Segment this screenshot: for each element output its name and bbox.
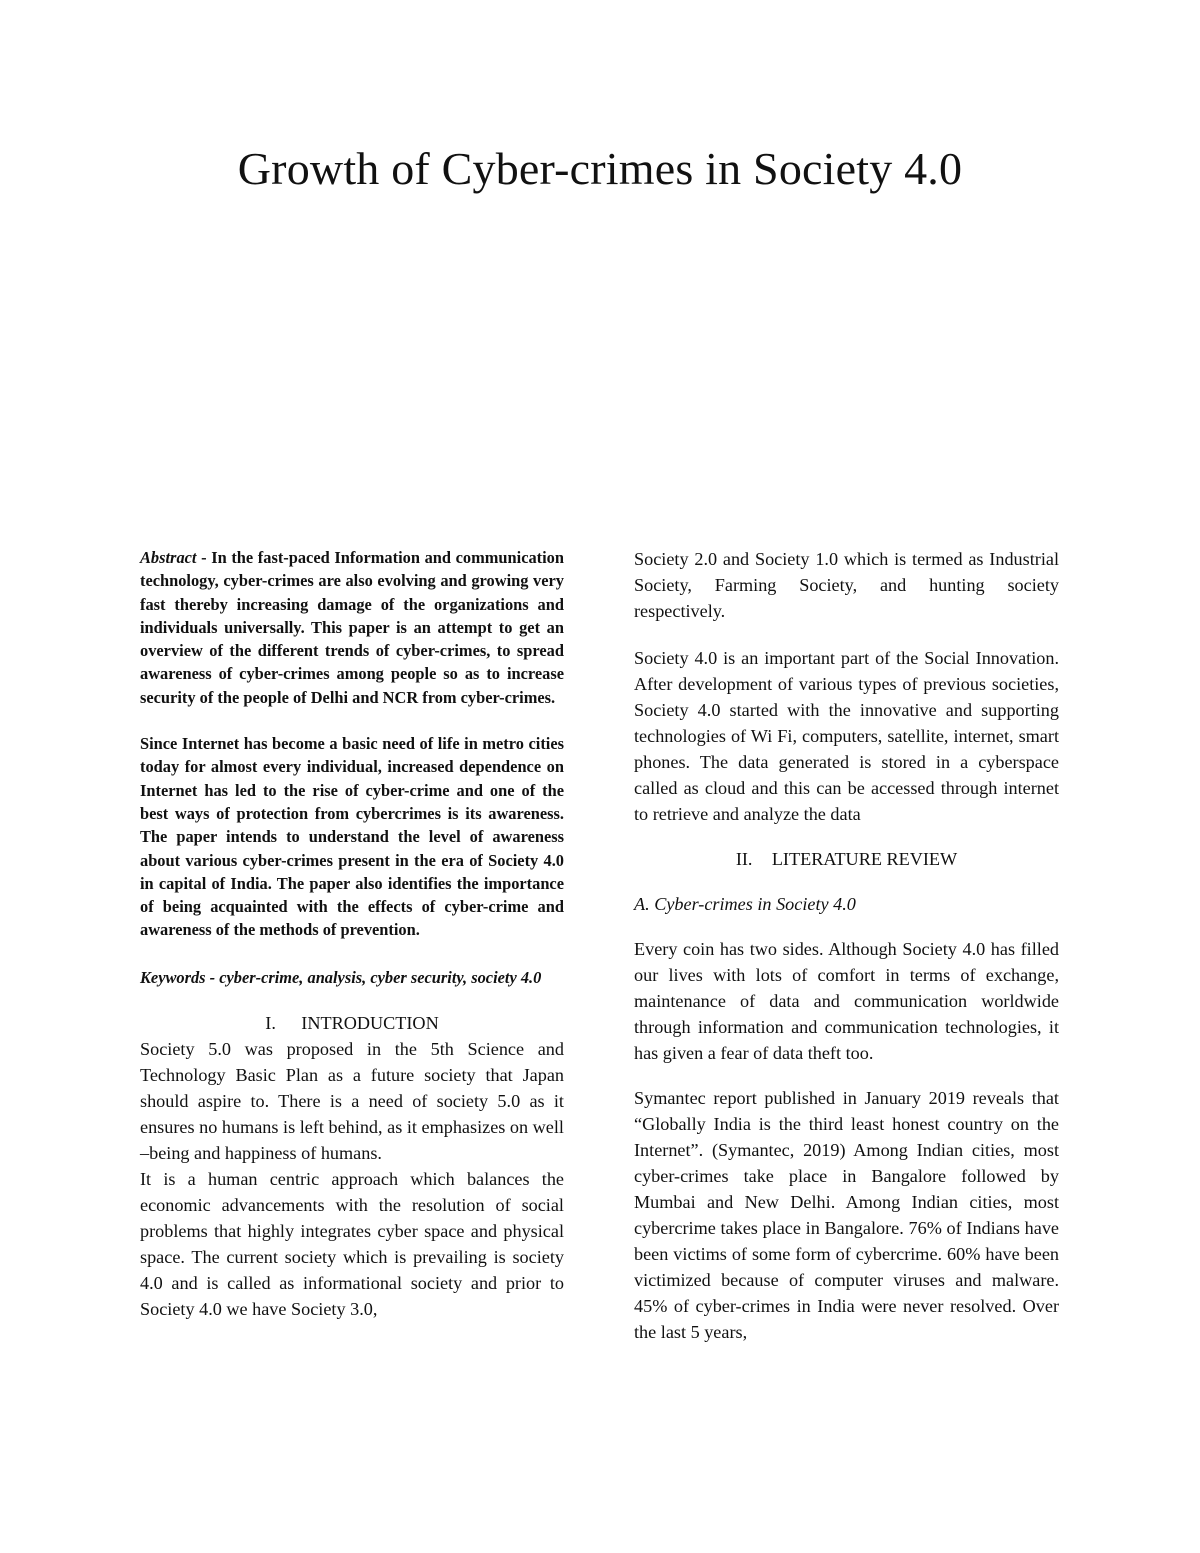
literature-paragraph-2: Symantec report published in January 2019 reveals that “Globally India is the third least honest country on the Internet”. (Symantec, 2019) Among Indian cities, most cyber-crimes take place in Bangalore followed by Mumbai and New Delhi. Among Indian cities, most cybercrime takes place in Bangalore. 76% of Indians have been victims of some form of cybercrime. 60% have been victimized because of computer viruses and malware. 45% of cyber-crimes in India were never resolved. Over the last 5 years, [634,1088,1059,1342]
abstract-label: Abstract [140,548,197,567]
abstract-paragraph [140,546,564,709]
intro-paragraph-2: It is a human centric approach which balances the economic advancements with the resolution of social problems that highly integrates cyber space and physical space. The current society which is prevailing is society 4.0 and is called as informational society and prior to Society 4.0 we have Society 3.0, [140,1169,564,1320]
intro-paragraph-1: Society 5.0 was proposed in the 5th Science and Technology Basic Plan as a future society that Japan should aspire to. There is a need of society 5.0 as it ensures no humans is left behind, as it emphasizes on well –being and happiness of humans. [140,1039,564,1164]
section-number: II. [735,849,753,869]
abstract-text: - In the fast-paced Information and communication technology, cyber-crimes are also evolving and growing very fast thereby increasing damage of the organizations and individuals universally. This paper is an attempt to get an overview of the different trends of cyber-crimes, to spread awareness of cyber-crimes among people so as to increase security of the people of Delhi and NCR from cyber-crimes. [140,548,564,707]
subsection-heading: A. Cyber-crimes in Society 4.0 [634,894,856,914]
right-column [634,546,1059,1345]
section-heading-literature-review [634,846,1059,872]
section-title: INTRODUCTION [301,1013,439,1034]
section-number: I. [265,1013,276,1034]
section-heading-introduction [140,1010,564,1036]
abstract-paragraph-2: Since Internet has become a basic need of life in metro cities today for almost every individual, increased dependence on Internet has led to the rise of cyber-crime and one of the best ways of protection from cybercrimes is its awareness. The paper intends to understand the level of awareness about various cyber-crimes present in the era of Society 4.0 in capital of India. The paper also identifies the importance of being acquainted with the effects of cyber-crime and awareness of the methods of prevention. [140,734,564,940]
left-column [140,546,564,1322]
intro-paragraph-4: Society 4.0 is an important part of the Social Innovation. After development of various types of previous societies, Society 4.0 started with the innovative and supporting technologies of Wi Fi, computers, satellite, internet, smart phones. The data generated is stored in a cyberspace called as cloud and this can be accessed through internet to retrieve and analyze the data [634,648,1059,824]
intro-paragraph-3: Society 2.0 and Society 1.0 which is termed as Industrial Society, Farming Society, and hunting society respectively. [634,549,1059,621]
keywords: Keywords - cyber-crime, analysis, cyber security, society 4.0 [140,967,542,987]
literature-paragraph-1: Every coin has two sides. Although Society 4.0 has filled our lives with lots of comfort in terms of exchange, maintenance of data and communication worldwide through information and communication technologies, it has given a fear of data theft too. [634,939,1059,1063]
section-title: LITERATURE REVIEW [771,849,958,869]
paper-title: Growth of Cyber-crimes in Society 4.0 [237,143,963,194]
